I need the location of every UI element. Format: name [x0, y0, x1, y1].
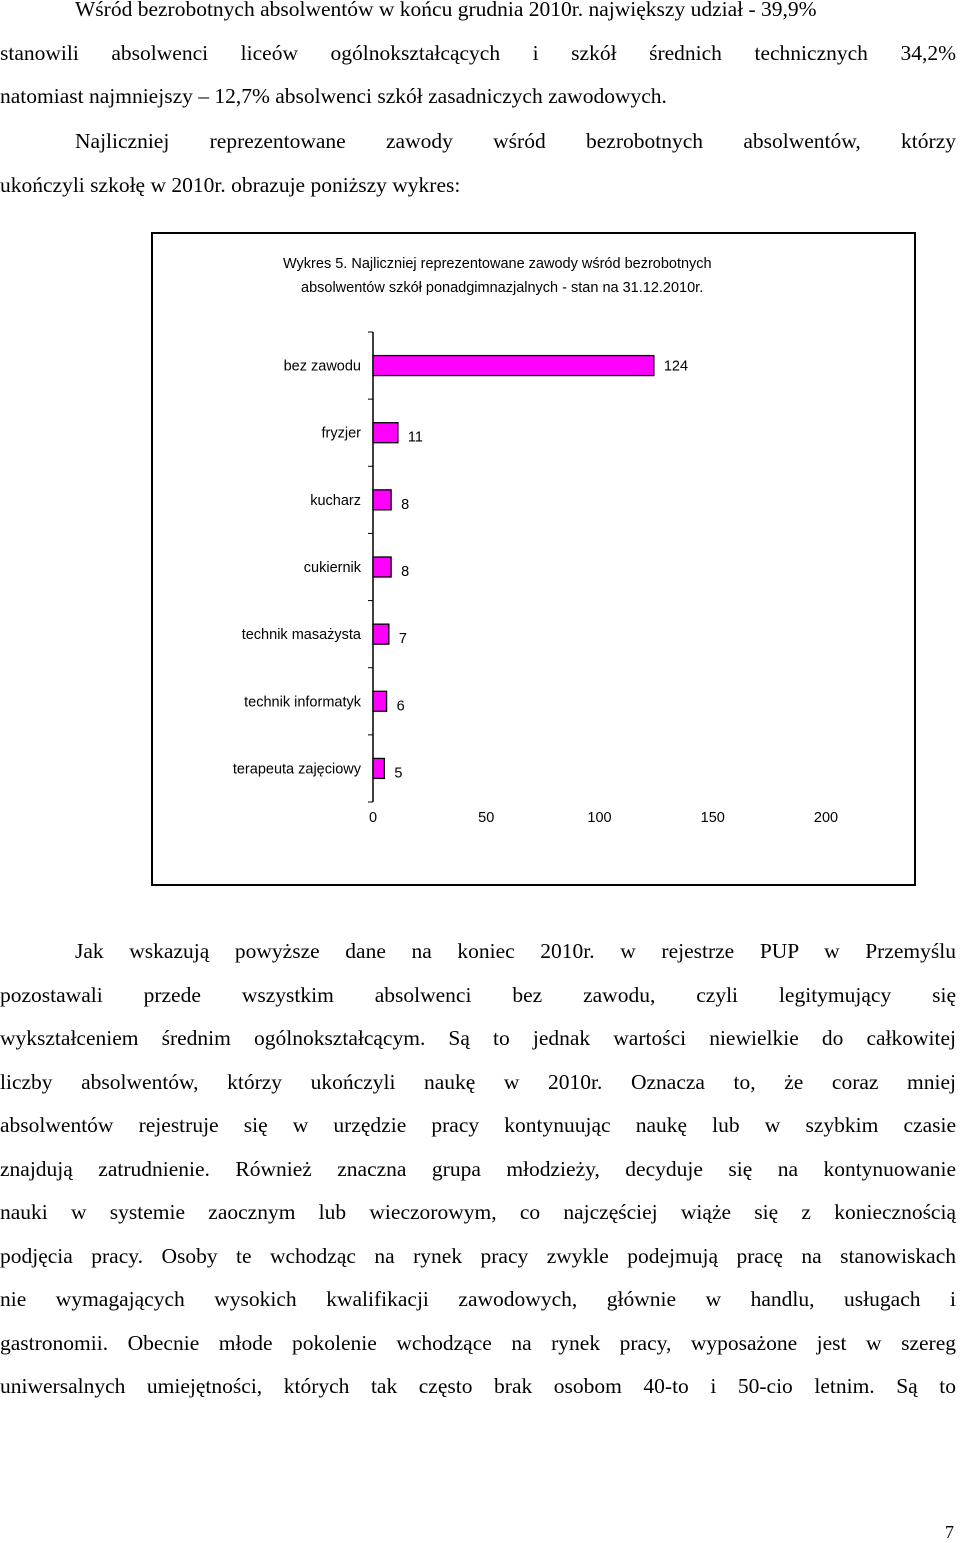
body-line: podjęcia pracy. Osoby te wchodząc na rynek pracy zwykle podejmują pracę na stanowiskach: [0, 1243, 956, 1268]
bar: [373, 624, 389, 644]
body-line: uniwersalnych umiejętności, których tak często brak osobom 40-to i 50-cio letnim. Są to: [0, 1374, 956, 1398]
intro-line: Wśród bezrobotnych absolwentów w końcu grudnia 2010r. największy udział - 39,9%: [75, 0, 817, 21]
x-tick-label: 50: [478, 810, 495, 826]
body-line: Jak wskazują powyższe dane na koniec 2010r. w rejestrze PUP w Przemyślu: [75, 939, 956, 963]
lead-paragraph: [0, 120, 956, 207]
body-line: nie wymagających wysokich kwalifikacji zawodowych, głównie w handlu, usługach i: [0, 1287, 956, 1311]
bar: [373, 758, 384, 778]
chart-title-line-2: absolwentów szkół ponadgimnazjalnych - stan na 31.12.2010r.: [301, 280, 704, 296]
page-number: 7: [945, 1522, 954, 1542]
chart-title-line-1: Wykres 5. Najliczniej reprezentowane zawody wśród bezrobotnych: [283, 256, 712, 272]
category-label: bez zawodu: [283, 358, 361, 375]
lead-line: Najliczniej reprezentowane zawody wśród bezrobotnych absolwentów, którzy: [75, 129, 956, 153]
x-tick-label: 150: [700, 810, 725, 826]
data-label: 11: [407, 429, 423, 446]
category-label: cukiernik: [303, 560, 361, 576]
category-label: terapeuta zajęciowy: [232, 761, 361, 778]
plot-area: [233, 332, 838, 826]
data-label: 5: [394, 765, 403, 782]
bar-chart: [153, 234, 914, 884]
category-label: kucharz: [310, 492, 361, 509]
body-line: liczby absolwentów, którzy ukończyli naukę w 2010r. Oznacza to, że coraz mniej: [0, 1069, 956, 1094]
x-tick-label: 0: [368, 810, 378, 826]
body-line: wykształceniem średnim ogólnokształcącym. Są to jednak wartości niewielkie do całkowitej: [0, 1026, 956, 1050]
body-line: gastronomii. Obecnie młode pokolenie wchodzące na rynek pracy, wyposażone jest w szereg: [0, 1330, 956, 1355]
body-line: pozostawali przede wszystkim absolwenci bez zawodu, czyli legitymujący się: [0, 982, 956, 1007]
data-label: 8: [401, 564, 410, 580]
x-tick-label: 200: [813, 810, 839, 826]
bar: [373, 423, 398, 443]
intro-line: natomiast najmniejszy – 12,7% absolwenci szkół zasadniczych zawodowych.: [0, 84, 667, 108]
category-label: technik informatyk: [244, 694, 361, 711]
intro-paragraph: [0, 0, 956, 119]
data-label: 8: [401, 496, 410, 513]
data-label: 7: [398, 631, 407, 648]
bar: [373, 691, 387, 711]
body-line: znajdują zatrudnienie. Również znaczna grupa młodzieży, decyduje się na kontynuowanie: [0, 1156, 956, 1181]
bar: [373, 356, 654, 376]
category-label: fryzjer: [321, 425, 361, 442]
lead-line: ukończyli szkołę w 2010r. obrazuje poniższy wykres:: [0, 172, 461, 197]
x-tick-label: 100: [587, 810, 612, 826]
intro-line: stanowili absolwenci liceów ogólnokształcących i szkół średnich technicznych 34,2%: [0, 40, 956, 65]
body-line: nauki w systemie zaocznym lub wieczorowym, co najczęściej wiąże się z koniecznością: [0, 1200, 956, 1224]
data-label: 124: [663, 358, 689, 375]
chart-frame: [151, 232, 916, 886]
body-paragraph: [0, 930, 956, 1409]
body-line: absolwentów rejestruje się w urzędzie pracy kontynuując naukę lub w szybkim czasie: [0, 1113, 956, 1137]
bar: [373, 490, 391, 510]
data-label: 6: [396, 698, 405, 715]
category-label: technik masażysta: [241, 627, 361, 644]
bar: [373, 557, 391, 577]
